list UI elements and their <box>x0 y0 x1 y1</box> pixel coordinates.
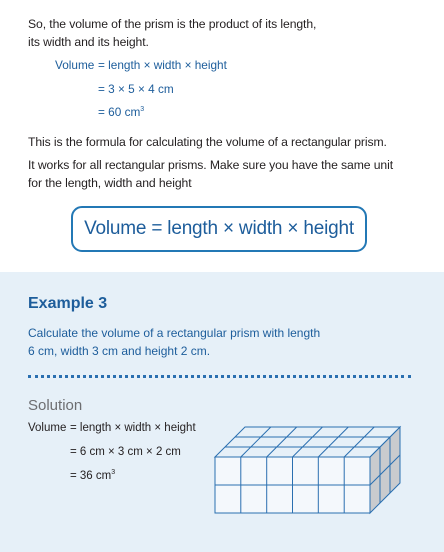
solution-title: Solution <box>28 397 83 414</box>
question-line-1: Calculate the volume of a rectangular prism with length <box>28 326 321 340</box>
example-question <box>28 324 348 360</box>
formula-text-3: for the length, width and height <box>28 176 192 190</box>
formula-box: Volume = length × width × height <box>71 206 367 252</box>
example-title: Example 3 <box>28 295 108 312</box>
example-panel <box>0 272 444 552</box>
intro-line-1: So, the volume of the prism is the product of its length, <box>28 17 317 31</box>
calc-step-2: = 3 × 5 × 4 cm <box>98 82 174 96</box>
solution-step-2: = 6 cm × 3 cm × 2 cm <box>70 446 181 458</box>
calc-step-3: = 60 $cm^3$ <box>98 105 145 119</box>
solution-label: Volume <box>28 422 67 434</box>
rectangular-prism-illustration <box>210 421 410 515</box>
calc-label: Volume <box>55 58 95 72</box>
lesson-section <box>0 0 444 272</box>
calc-step-1: = length × width × height <box>98 58 227 72</box>
dotted-divider <box>28 375 411 378</box>
question-line-2: 6 cm, width 3 cm and height 2 cm. <box>28 344 211 358</box>
solution-step-1: = length × width × height <box>70 422 196 434</box>
formula-text-1: This is the formula for calculating the volume of a rectangular prism. <box>28 135 387 149</box>
intro-line-2: its width and its height. <box>28 35 149 49</box>
formula-text-2: It works for all rectangular prisms. Make sure you have the same unit <box>28 158 393 172</box>
solution-step-3: = 36 $cm^3$ <box>70 469 116 482</box>
